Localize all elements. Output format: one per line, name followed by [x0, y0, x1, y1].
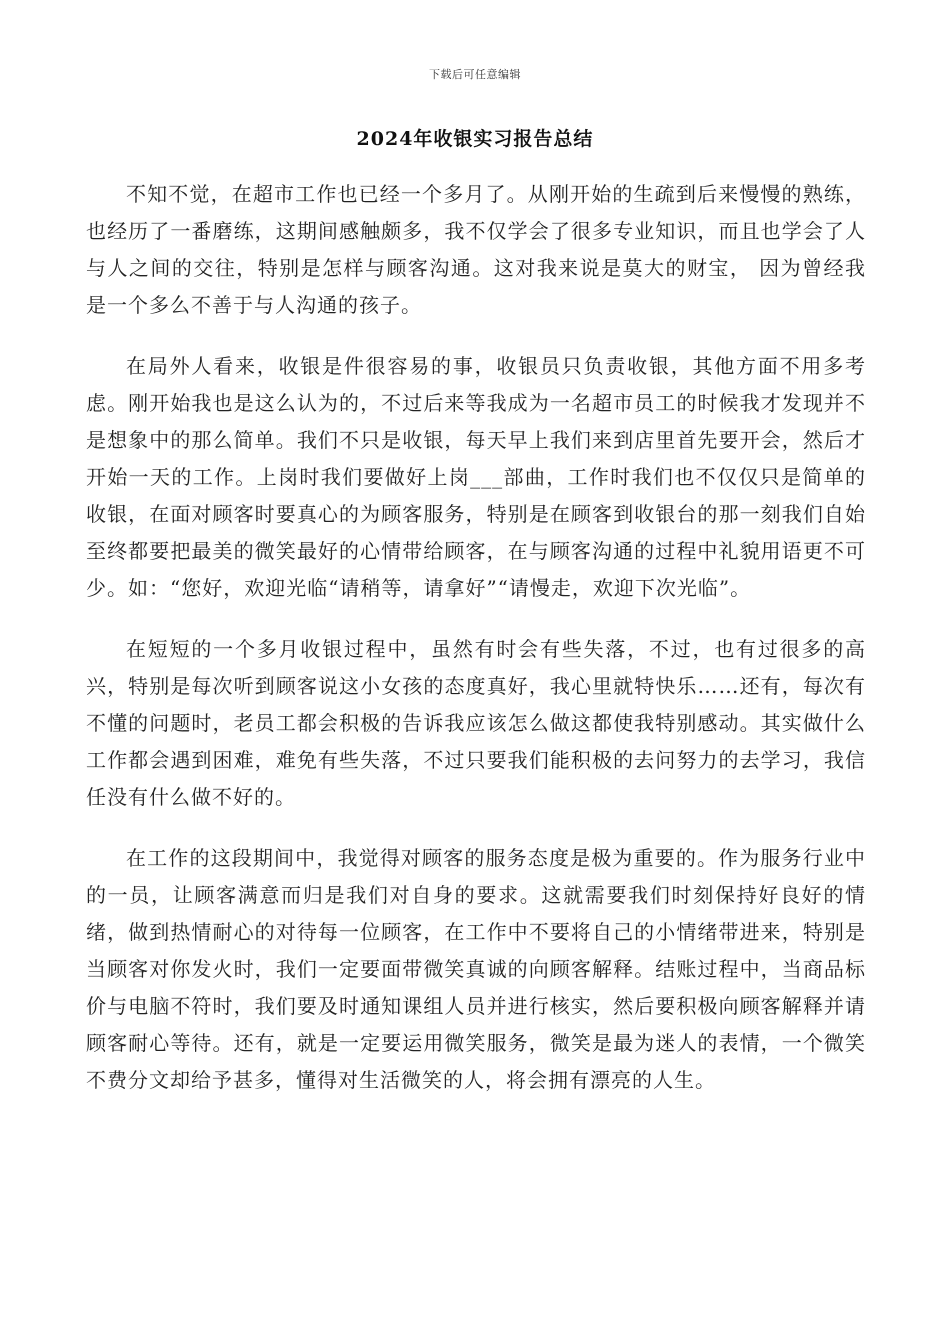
paragraph: 在短短的一个多月收银过程中，虽然有时会有些失落，不过，也有过很多的高兴，特别是每次听到顾客说这小女孩的态度真好，我心里就特快乐……还有，每次有不懂的问题时，老员工都会积极的告诉我应该怎么做这都使我特别感动。其实做什么工作都会遇到困难，难免有些失落，不过只要我们能积极的去问努力的去学习，我信任没有什么做不好的。	[86, 637, 866, 809]
paragraph: 不知不觉，在超市工作也已经一个多月了。从刚开始的生疏到后来慢慢的熟练，也经历了一番磨练，这期间感触颇多，我不仅学会了很多专业知识，而且也学会了人与人之间的交往，特别是怎样与顾客沟通。这对我来说是莫大的财宝， 因为曾经我是一个多么不善于与人沟通的孩子。	[86, 182, 866, 317]
paragraph: 在局外人看来，收银是件很容易的事，收银员只负责收银，其他方面不用多考虑。刚开始我也是这么认为的，不过后来等我成为一名超市员工的时候我才发现并不是想象中的那么简单。我们不只是收银，每天早上我们来到店里首先要开会，然后才开始一天的工作。上岗时我们要做好上岗___部曲，工作时我们也不仅仅只是简单的收银，在面对顾客时要真心的为顾客服务，特别是在顾客到收银台的那一刻我们自始至终都要把最美的微笑最好的心情带给顾客，在与顾客沟通的过程中礼貌用语更不可少。如：“您好，欢迎光临“请稍等，请拿好”“请慢走，欢迎下次光临”。	[86, 354, 866, 600]
document-title: 2024年收银实习报告总结	[356, 128, 594, 150]
paragraph: 在工作的这段期间中，我觉得对顾客的服务态度是极为重要的。作为服务行业中的一员，让顾客满意而归是我们对自身的要求。这就需要我们时刻保持好良好的情绪，做到热情耐心的对待每一位顾客，在工作中不要将自己的小情绪带进来，特别是当顾客对你发火时，我们一定要面带微笑真诚的向顾客解释。结账过程中，当商品标价与电脑不符时，我们要及时通知课组人员并进行核实，然后要积极向顾客解释并请顾客耐心等待。还有，就是一定要运用微笑服务，微笑是最为迷人的表情，一个微笑不费分文却给予甚多，懂得对生活微笑的人，将会拥有漂亮的人生。	[86, 846, 866, 1092]
document-body	[86, 176, 866, 1123]
header-note: 下载后可任意编辑	[429, 68, 521, 81]
